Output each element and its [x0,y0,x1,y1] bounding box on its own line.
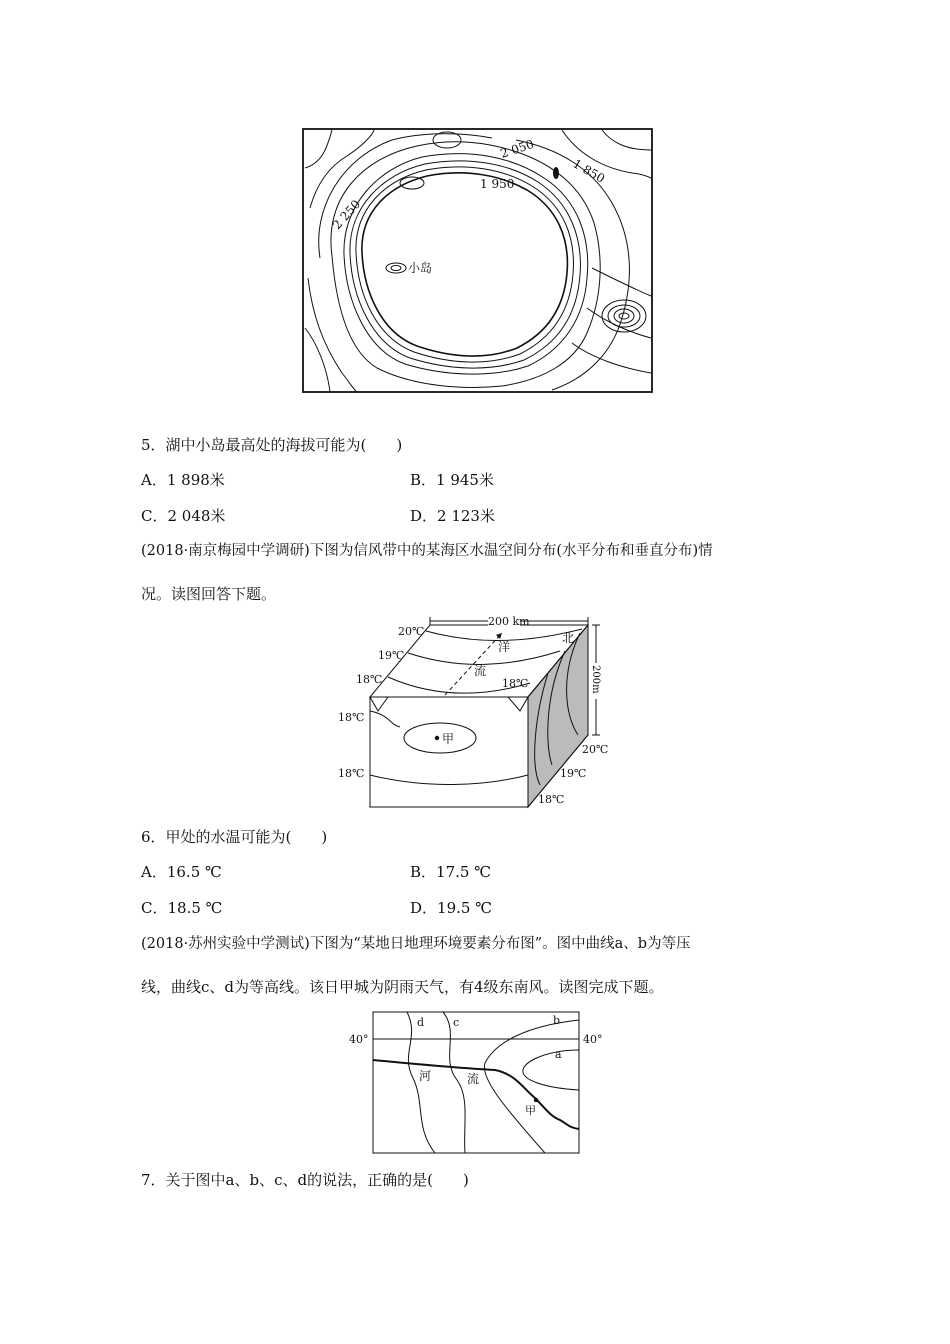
lat-label-right: 40° [583,1033,603,1046]
island-label: 小岛 [408,261,433,275]
lat-label-left: 40° [349,1033,369,1046]
depth-label: 200m [590,665,601,694]
current-label: 流 [474,664,487,678]
curve-b-label: b [553,1014,561,1027]
question-7-stem: 7．关于图中a、b、c、d的说法，正确的是( ) [141,1171,469,1189]
contour-map-figure [302,128,654,394]
question-6-option-a: A．16.5 ℃ [141,863,222,881]
intro-3-line-1: (2018·苏州实验中学测试)下图为“某地日地理环境要素分布图”。图中曲线a、b为等压 [141,936,691,952]
temp-18-front-lower: 18℃ [338,767,365,780]
ocean-temperature-block-diagram [330,615,620,815]
temp-20-top: 20℃ [398,625,425,638]
intro-3-line-2: 线，曲线c、d为等高线。该日甲城为阴雨天气，有4级东南风。读图完成下题。 [141,978,664,996]
city-jia-label: 甲 [525,1104,536,1117]
temp-19-side: 19℃ [560,767,587,780]
width-label: 200 km [488,615,530,628]
ocean-label: 洋 [498,640,511,654]
question-5-option-d: D．2 123米 [410,507,495,525]
north-label: 北 [562,631,575,645]
jia-label: 甲 [442,732,455,746]
temp-18-front-upper: 18℃ [338,711,365,724]
curve-c-label: c [453,1016,460,1029]
contour-label-1850: 1 850 [570,156,608,186]
river-label-2: 流 [467,1072,480,1086]
contour-label-2050: 2 050 [498,136,536,161]
isobar-contour-figure [345,1008,610,1158]
intro-2-line-2: 况。读图回答下题。 [141,585,277,603]
temp-18-side: 18℃ [538,793,565,806]
question-6-stem: 6．甲处的水温可能为( ) [141,828,328,846]
river-label-1: 河 [419,1069,432,1083]
temp-18-right-top: 18℃ [502,677,529,690]
curve-a-label: a [555,1048,562,1061]
question-6-option-d: D．19.5 ℃ [410,899,492,917]
question-5-option-a: A．1 898米 [141,471,225,489]
question-6-option-b: B．17.5 ℃ [410,863,491,881]
temp-18-top: 18℃ [356,673,383,686]
question-6-option-c: C．18.5 ℃ [141,899,223,917]
question-5-option-b: B．1 945米 [410,471,494,489]
question-5-option-c: C．2 048米 [141,507,226,525]
temp-20-side: 20℃ [582,743,609,756]
contour-label-2250: 2 250 [329,197,364,233]
question-5-stem: 5．湖中小岛最高处的海拔可能为( ) [141,436,403,454]
contour-label-1950: 1 950 [480,177,515,191]
temp-19-top: 19℃ [378,649,405,662]
curve-d-label: d [417,1016,425,1029]
intro-2-line-1: (2018·南京梅园中学调研)下图为信风带中的某海区水温空间分布(水平分布和垂直分布)情 [141,543,713,559]
